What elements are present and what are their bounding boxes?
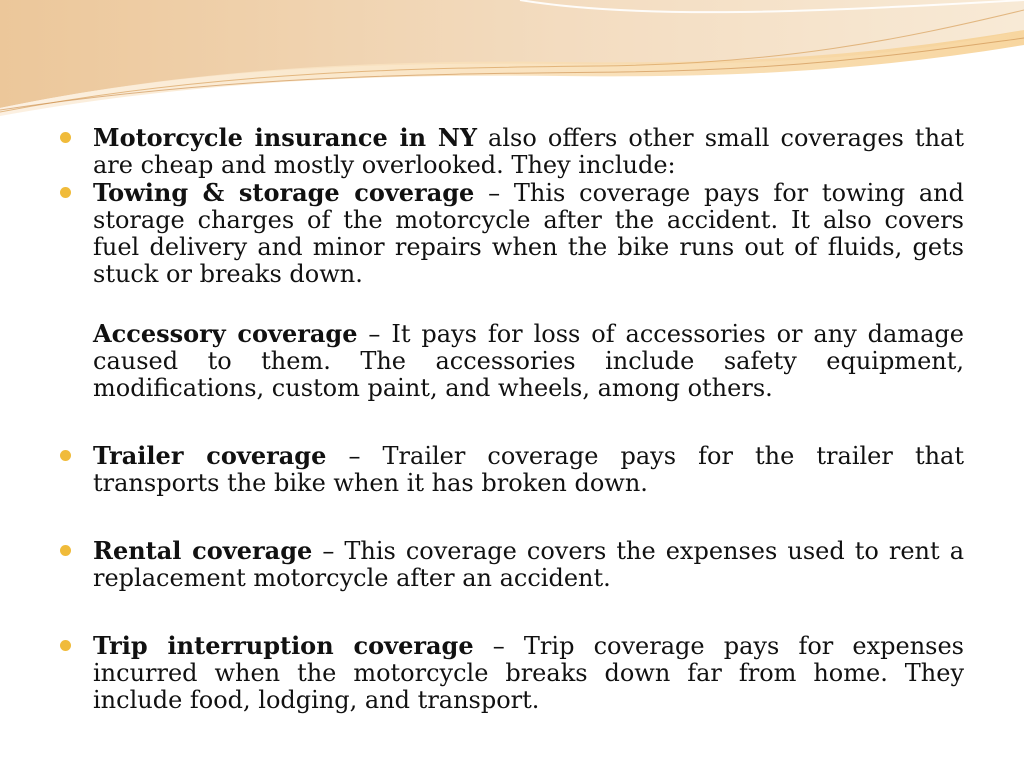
item-text: – This coverage covers the expenses used to rent a replacement motorcycle after an accident. bbox=[93, 537, 965, 592]
bullet-item-trip-interruption bbox=[60, 632, 964, 714]
item-text: – It pays for loss of accessories or any damage caused to them. The accessories include safety equipment, modifications, custom paint, and wheels, among others. bbox=[93, 320, 964, 402]
header-wave-decoration bbox=[0, 0, 1024, 120]
item-heading: Motorcycle insurance in NY bbox=[93, 123, 477, 152]
item-text: – Trailer coverage pays for the trailer that transports the bike when it has broken down. bbox=[93, 442, 964, 497]
bullet-icon bbox=[60, 545, 71, 556]
bullet-item-towing-storage bbox=[60, 179, 964, 288]
bullet-list bbox=[60, 120, 964, 714]
item-heading: Trailer coverage bbox=[93, 441, 327, 470]
bullet-item-ny-coverages bbox=[60, 124, 964, 179]
bullet-icon bbox=[60, 640, 71, 651]
bullet-icon bbox=[60, 187, 71, 198]
item-text: also offers other small coverages that are cheap and mostly overlooked. They include: bbox=[93, 124, 964, 179]
bullet-item-trailer-coverage bbox=[60, 442, 964, 497]
item-heading: Towing & storage coverage bbox=[93, 178, 475, 207]
item-heading: Trip interruption coverage bbox=[93, 631, 474, 660]
item-text: – This coverage pays for towing and storage charges of the motorcycle after the accident. It also covers fuel delivery and minor repairs when the bike runs out of fluids, gets stuck or breaks down. bbox=[93, 179, 964, 288]
paragraph-accessory-coverage bbox=[60, 320, 964, 402]
item-heading: Rental coverage bbox=[93, 536, 313, 565]
item-heading: Accessory coverage bbox=[93, 319, 358, 348]
bullet-icon bbox=[60, 132, 71, 143]
bullet-item-rental-coverage bbox=[60, 537, 964, 592]
bullet-icon bbox=[60, 450, 71, 461]
item-text: – Trip coverage pays for expenses incurred when the motorcycle breaks down far from home. They include food, lodging, and transport. bbox=[93, 632, 964, 714]
